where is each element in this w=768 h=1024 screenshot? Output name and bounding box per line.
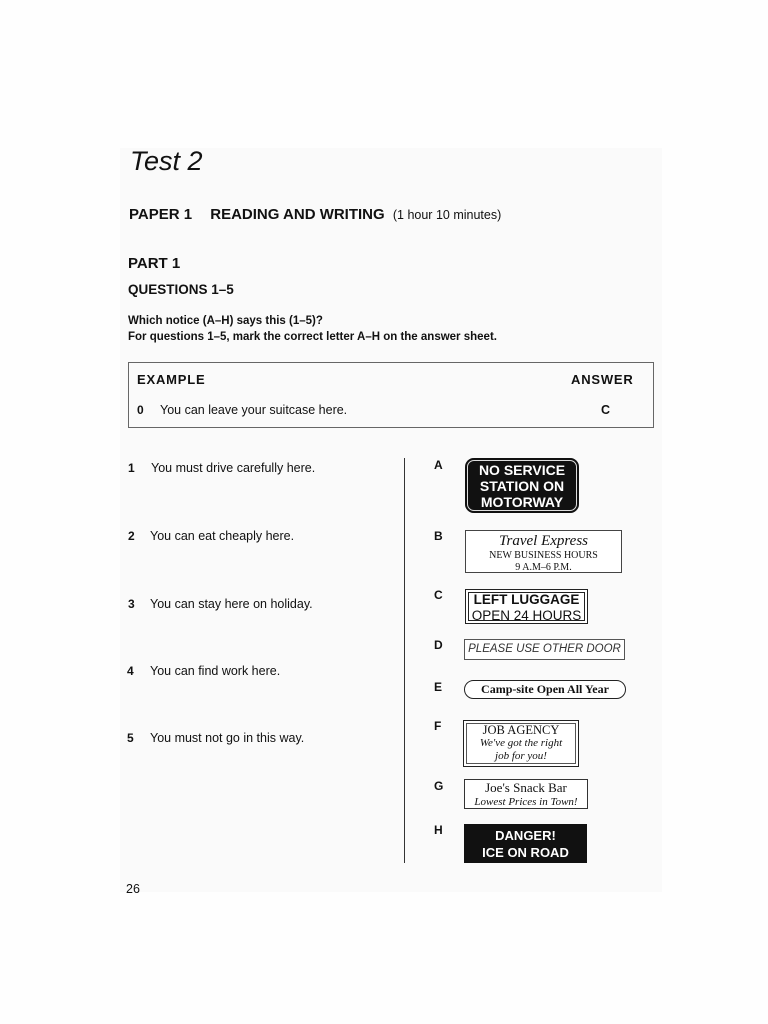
question-text: You can find work here. <box>150 664 281 678</box>
column-divider <box>404 458 405 863</box>
notice-line: Camp-site Open All Year <box>481 682 609 696</box>
answer-heading: ANSWER <box>571 372 634 387</box>
notice-line: NO SERVICE <box>478 462 566 478</box>
notice-line: 9 A.M–6 P.M. <box>515 562 572 573</box>
notice-letter-f: F <box>434 719 442 733</box>
notice-b <box>465 530 622 573</box>
paper-label: PAPER 1 <box>129 206 193 223</box>
notice-line: We've got the right <box>479 737 563 749</box>
notice-letter-c: C <box>434 588 443 602</box>
instructions <box>128 313 497 345</box>
notice-line: PLEASE USE OTHER DOOR <box>468 643 621 655</box>
paper-duration: (1 hour 10 minutes) <box>392 208 502 222</box>
question-number: 2 <box>128 529 135 543</box>
question-number: 1 <box>128 461 135 475</box>
question-text: You must drive carefully here. <box>151 461 316 475</box>
notice-g <box>464 779 588 809</box>
notice-letter-a: A <box>434 458 443 472</box>
question-text: You can stay here on holiday. <box>150 597 313 611</box>
notice-line: NEW BUSINESS HOURS <box>489 550 598 561</box>
instruction-line: For questions 1–5, mark the correct letter A–H on the answer sheet. <box>128 331 497 343</box>
notice-line: Joe's Snack Bar <box>485 780 567 795</box>
test-title: Test 2 <box>130 146 203 176</box>
notice-letter-g: G <box>434 779 444 793</box>
notice-e <box>464 680 626 699</box>
notice-f <box>463 720 579 767</box>
notice-line: job for you! <box>495 750 547 762</box>
questions-heading: QUESTIONS 1–5 <box>128 282 234 297</box>
notice-line: JOB AGENCY <box>482 723 560 737</box>
notice-line: STATION ON <box>479 478 565 494</box>
notice-d <box>464 639 625 660</box>
notice-line: MOTORWAY <box>480 494 564 510</box>
notice-a <box>465 458 579 513</box>
example-heading: EXAMPLE <box>137 372 206 387</box>
notice-letter-d: D <box>434 638 443 652</box>
example-answer: C <box>601 403 611 417</box>
notice-line: LEFT LUGGAGE <box>473 592 580 607</box>
question-text: You must not go in this way. <box>150 731 305 745</box>
notice-letter-e: E <box>434 680 443 694</box>
instruction-line: Which notice (A–H) says this (1–5)? <box>128 315 323 327</box>
question-number: 4 <box>127 664 134 678</box>
part-heading: PART 1 <box>128 255 181 272</box>
notice-letter-h: H <box>434 823 443 837</box>
example-text: You can leave your suitcase here. <box>160 403 348 417</box>
notice-h <box>464 824 587 863</box>
notice-line: ICE ON ROAD <box>482 845 569 860</box>
notice-line: Lowest Prices in Town! <box>474 796 578 808</box>
notice-line: OPEN 24 HOURS <box>471 608 582 623</box>
example-number: 0 <box>137 403 144 417</box>
notice-line: Travel Express <box>498 533 589 549</box>
paper-heading <box>129 206 501 223</box>
page-number: 26 <box>126 882 140 896</box>
question-number: 5 <box>127 731 134 745</box>
notice-letter-b: B <box>434 529 443 543</box>
question-text: You can eat cheaply here. <box>150 529 295 543</box>
question-number: 3 <box>128 597 135 611</box>
paper-name: READING AND WRITING <box>210 206 385 223</box>
notice-c <box>465 589 588 624</box>
notice-line: DANGER! <box>495 828 556 843</box>
